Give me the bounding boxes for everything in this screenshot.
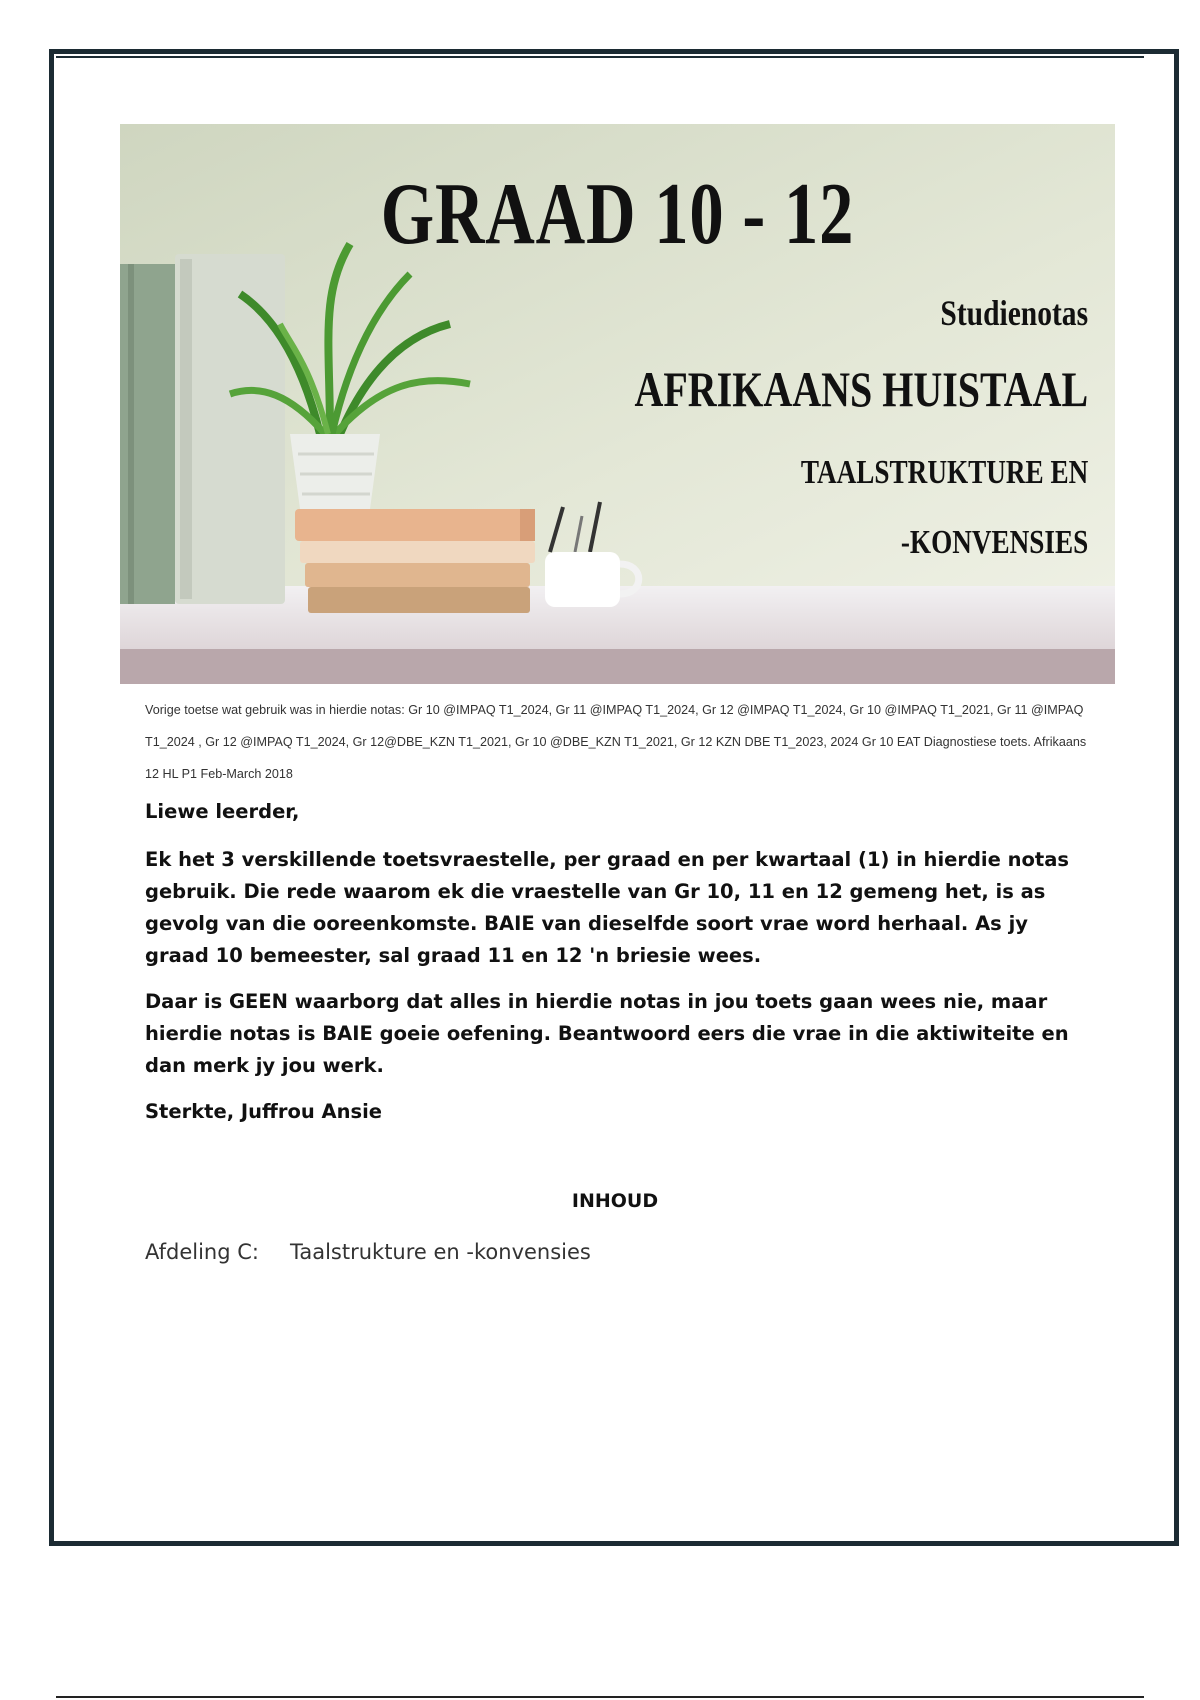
subject-title: AFRIKAANS HUISTAAL [634, 361, 1088, 417]
top-rule [56, 56, 1144, 58]
contents-section-title: Taalstrukture en -konvensies [290, 1240, 591, 1264]
topic-line-1: TAALSTRUKTURE EN [800, 454, 1088, 491]
notes-subtitle: Studienotas [940, 293, 1088, 333]
letter-paragraph-1: Ek het 3 verskillende toetsvraestelle, per graad en per kwartaal (1) in hierdie notas gebruik. Die rede waarom ek die vraestelle van Gr 10, 11 en 12 gemeng het, is as gevolg van die ooreenkomste. BAIE van dieselfde soort vrae word herhaal. As jy graad 10 bemeester, sal graad 11 en 12 'n briesie wees. [145, 848, 1069, 967]
letter-signoff: Sterkte, Juffrou Ansie [145, 1100, 383, 1123]
book-stack-icon [295, 509, 535, 613]
letter-paragraph-2: Daar is GEEN waarborg dat alles in hierdie notas in jou toets gaan wees nie, maar hierdie notas is BAIE goeie oefening. Beantwoord eers die vrae in die aktiwiteite en dan merk jy jou werk. [145, 990, 1069, 1077]
cover-banner [120, 124, 1115, 684]
contents-item[interactable] [145, 1240, 591, 1264]
contents-heading: INHOUD [571, 1190, 659, 1212]
grade-title: GRAAD 10 - 12 [380, 166, 855, 263]
bottom-rule [56, 1696, 1144, 1698]
sources-note: Vorige toetse wat gebruik was in hierdie notas: Gr 10 @IMPAQ T1_2024, Gr 11 @IMPAQ T1_2024, Gr 12 @IMPAQ T1_2024, Gr 10 @IMPAQ T1_2021, Gr 11 @IMPAQ T1_2024 , Gr 12 @IMPAQ T1_2024, Gr 12@DBE_KZN T1_2021, Gr 10 @DBE_KZN T1_2021, Gr 12 KZN DBE T1_2023, 2024 Gr 10 EAT Diagnostiese toets. Afrikaans 12 HL P1 Feb-March 2018 [145, 703, 1087, 781]
contents-section-label: Afdeling C: [145, 1240, 259, 1264]
topic-line-2: -KONVENSIES [900, 524, 1088, 561]
letter-greeting: Liewe leerder, [145, 800, 300, 823]
